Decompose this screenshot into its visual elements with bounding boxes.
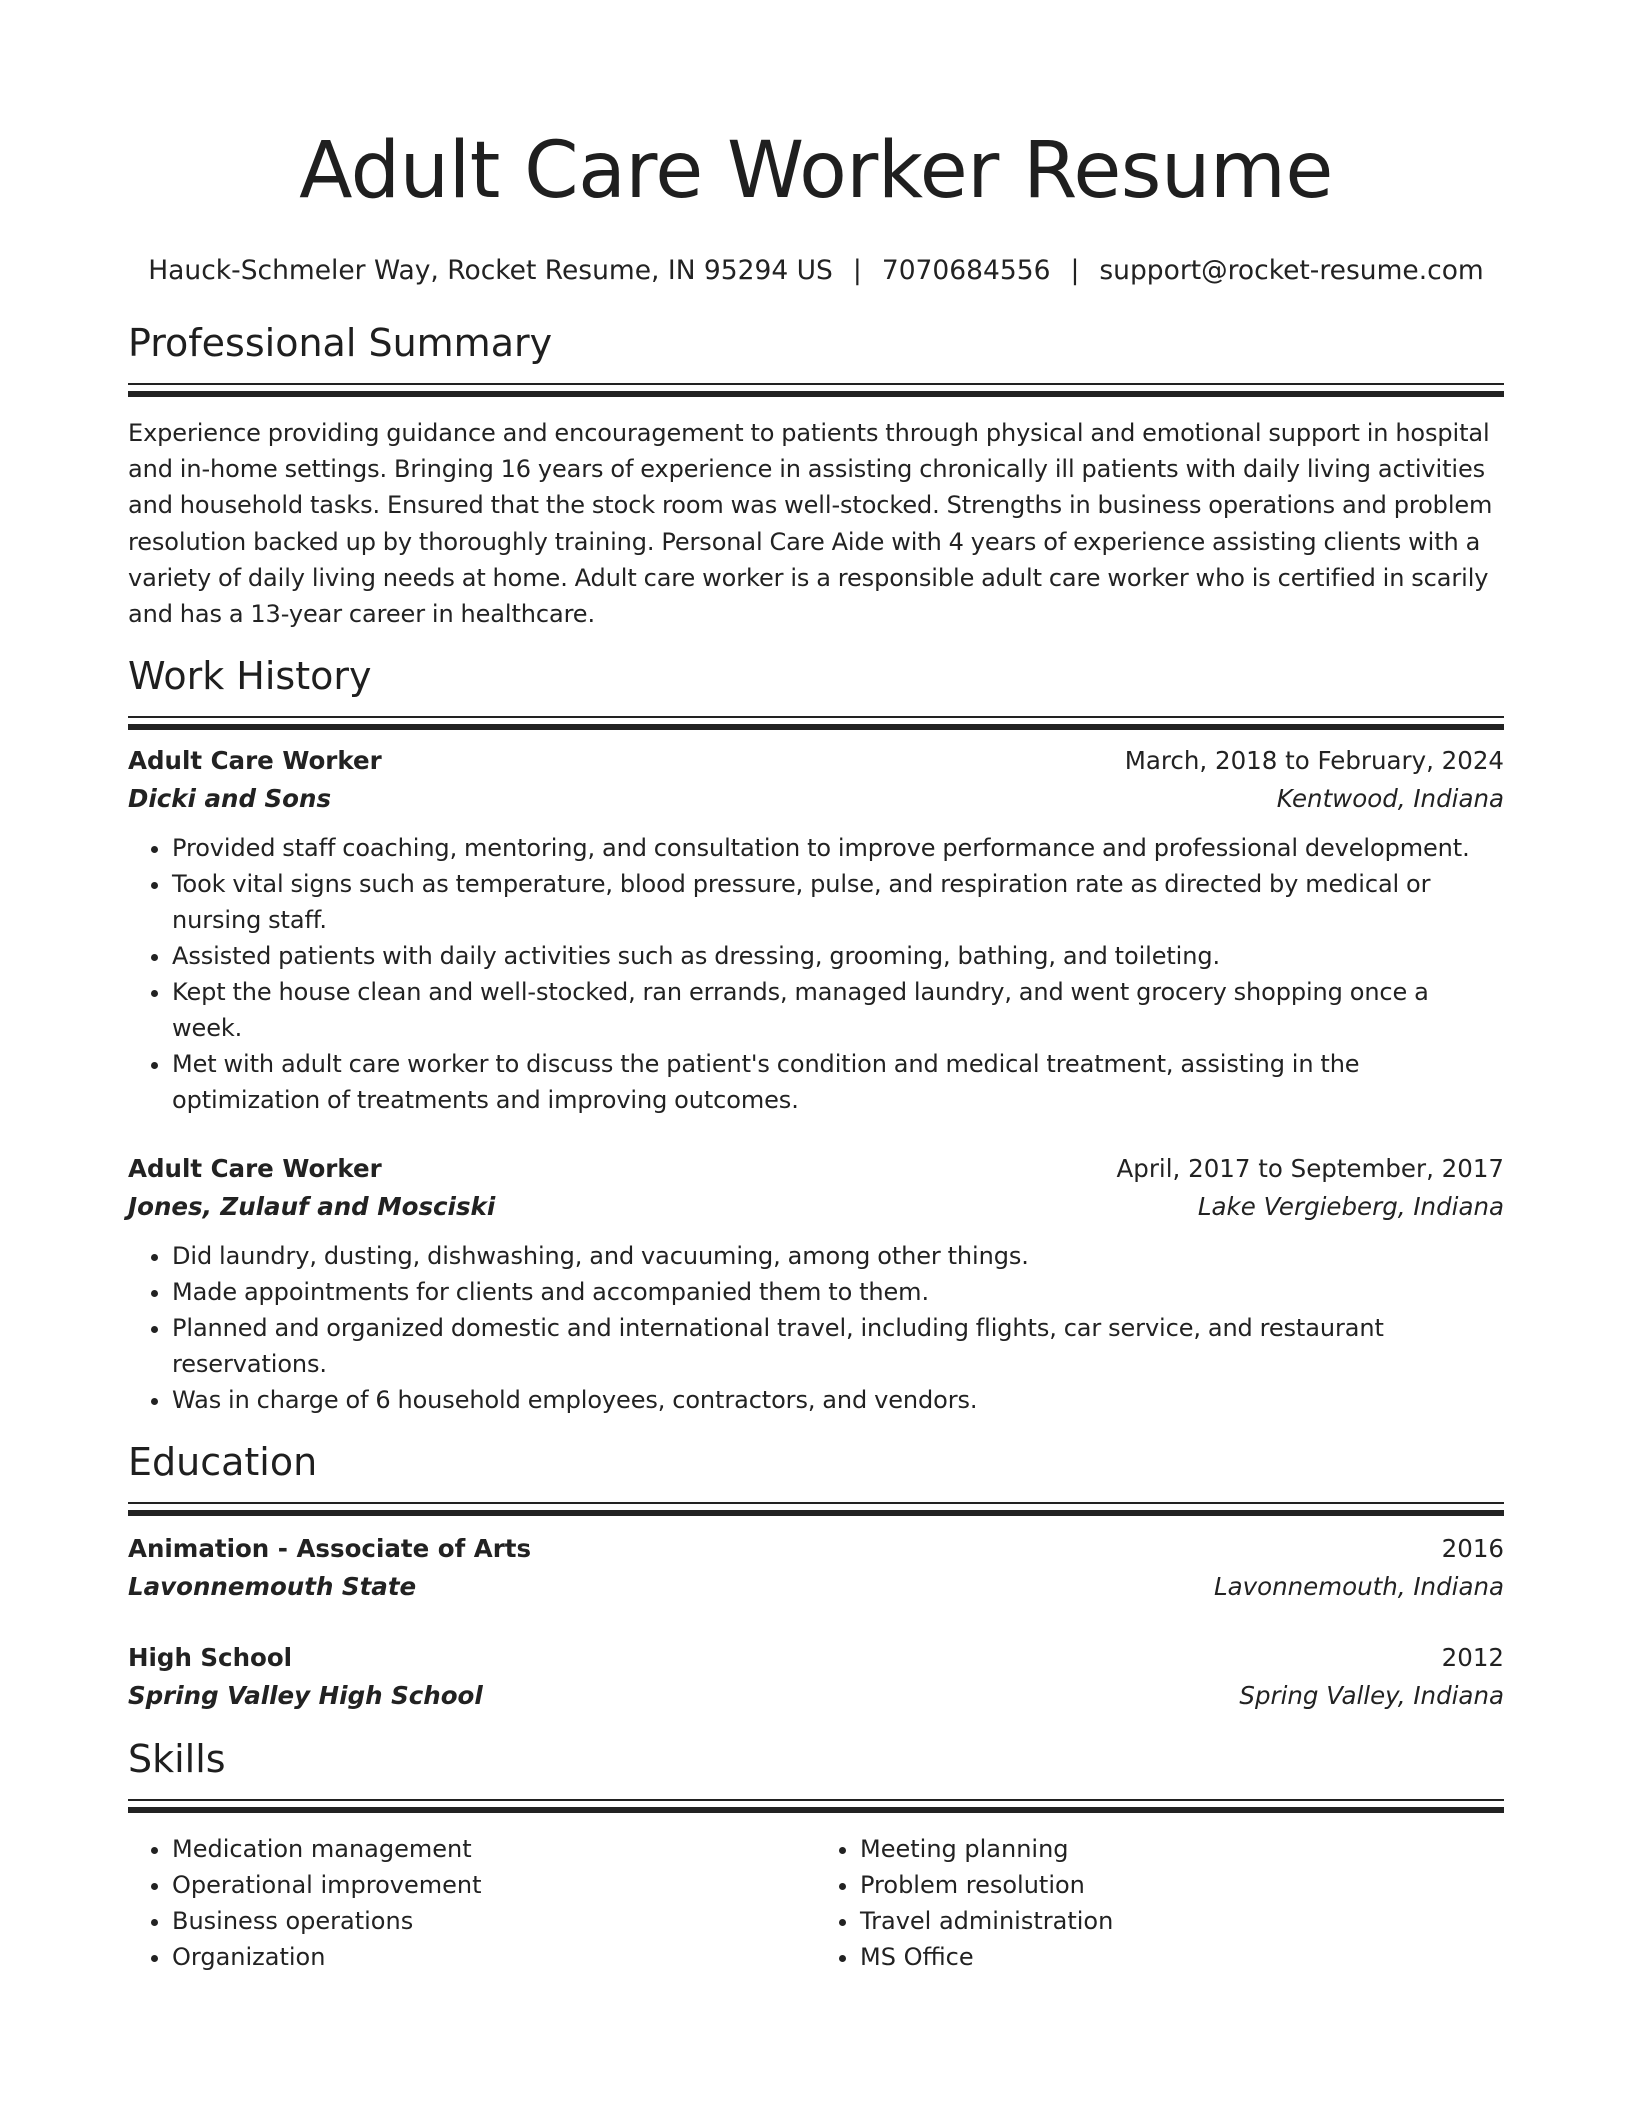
contact-separator: | [852, 255, 862, 286]
skill-item: • Organization [172, 1939, 816, 1975]
skill-item: • Operational improvement [172, 1867, 816, 1903]
job-dates: March, 2018 to February, 2024 [1124, 746, 1504, 776]
job-company: Jones, Zulauf and Mosciski [128, 1192, 496, 1222]
section-divider [128, 1502, 1504, 1516]
education-entry [128, 1530, 1504, 1606]
education-header [128, 1639, 1504, 1677]
job-location: Kentwood, Indiana [1276, 784, 1504, 814]
skill-item: • Meeting planning [860, 1831, 1504, 1867]
section-divider [128, 383, 1504, 397]
section-divider [128, 716, 1504, 730]
education-degree: High School [128, 1643, 293, 1673]
job-title: Adult Care Worker [128, 746, 382, 776]
education-section [128, 1438, 1504, 1715]
job-title: Adult Care Worker [128, 1154, 382, 1184]
job-entry [128, 742, 1504, 1118]
job-subheader [128, 780, 1504, 818]
skills-list-left [128, 1831, 816, 1975]
job-bullet: • Assisted patients with daily activities such as dressing, grooming, bathing, and toileting. [172, 938, 1504, 974]
job-bullets [128, 830, 1504, 1118]
skill-item: • MS Office [860, 1939, 1504, 1975]
education-school: Spring Valley High School [128, 1681, 483, 1711]
job-bullet: • Made appointments for clients and accompanied them to them. [172, 1274, 1504, 1310]
section-heading-summary: Professional Summary [128, 321, 553, 365]
skills-columns [128, 1831, 1504, 1975]
skill-item: • Travel administration [860, 1903, 1504, 1939]
section-heading-education: Education [128, 1440, 318, 1485]
job-bullet: • Kept the house clean and well-stocked, ran errands, managed laundry, and went grocery shopping once a week. [172, 974, 1504, 1046]
contact-phone: 7070684556 [881, 255, 1051, 286]
education-location: Spring Valley, Indiana [1239, 1681, 1504, 1711]
work-history-section [128, 652, 1504, 1418]
education-degree: Animation - Associate of Arts [128, 1534, 532, 1564]
education-entry [128, 1639, 1504, 1715]
skill-item: • Business operations [172, 1903, 816, 1939]
job-location: Lake Vergieberg, Indiana [1197, 1192, 1504, 1222]
summary-section [128, 319, 1504, 632]
job-entry [128, 1150, 1504, 1418]
skills-list-right [816, 1831, 1504, 1975]
contact-separator: | [1070, 255, 1080, 286]
education-subheader [128, 1677, 1504, 1715]
job-bullet: • Was in charge of 6 household employees, contractors, and vendors. [172, 1382, 1504, 1418]
job-bullet: • Met with adult care worker to discuss the patient's condition and medical treatment, assisting in the optimization of treatments and improving outcomes. [172, 1046, 1504, 1118]
job-header [128, 1150, 1504, 1188]
section-heading-skills: Skills [128, 1737, 226, 1782]
summary-text: Experience providing guidance and encouragement to patients through physical and emotional support in hospital and in-home settings. Bringing 16 years of experience in assisting chronically ill patients with daily living activities and household tasks. Ensured that the stock room was well-stocked. Strengths in business operations and problem resolution backed up by thoroughly training. Personal Care Aide with 4 years of experience assisting clients with a variety of daily living needs at home. Adult care worker is a responsible adult care worker who is certified in scarily and has a 13-year career in healthcare. [128, 419, 1493, 629]
job-bullets [128, 1238, 1504, 1418]
job-bullet: • Took vital signs such as temperature, blood pressure, pulse, and respiration rate as directed by medical or nursing staff. [172, 866, 1504, 938]
contact-email: support@rocket-resume.com [1099, 255, 1484, 286]
skill-item: • Medication management [172, 1831, 816, 1867]
education-subheader [128, 1568, 1504, 1606]
education-year: 2016 [1441, 1534, 1504, 1564]
education-year: 2012 [1441, 1643, 1504, 1673]
skills-section [128, 1735, 1504, 1975]
section-divider [128, 1799, 1504, 1813]
education-school: Lavonnemouth State [128, 1572, 417, 1602]
job-header [128, 742, 1504, 780]
job-subheader [128, 1188, 1504, 1226]
resume-title: Adult Care Worker Resume [299, 126, 1333, 216]
contact-line [128, 253, 1504, 289]
job-dates: April, 2017 to September, 2017 [1116, 1154, 1504, 1184]
job-bullet: • Planned and organized domestic and international travel, including flights, car service, and restaurant reservations. [172, 1310, 1504, 1382]
education-header [128, 1530, 1504, 1568]
education-location: Lavonnemouth, Indiana [1213, 1572, 1504, 1602]
contact-address: Hauck-Schmeler Way, Rocket Resume, IN 95294 US [148, 255, 833, 286]
job-company: Dicki and Sons [128, 784, 332, 814]
job-bullet: • Provided staff coaching, mentoring, and consultation to improve performance and professional development. [172, 830, 1504, 866]
skill-item: • Problem resolution [860, 1867, 1504, 1903]
section-heading-work: Work History [128, 654, 372, 699]
job-bullet: • Did laundry, dusting, dishwashing, and vacuuming, among other things. [172, 1238, 1504, 1274]
